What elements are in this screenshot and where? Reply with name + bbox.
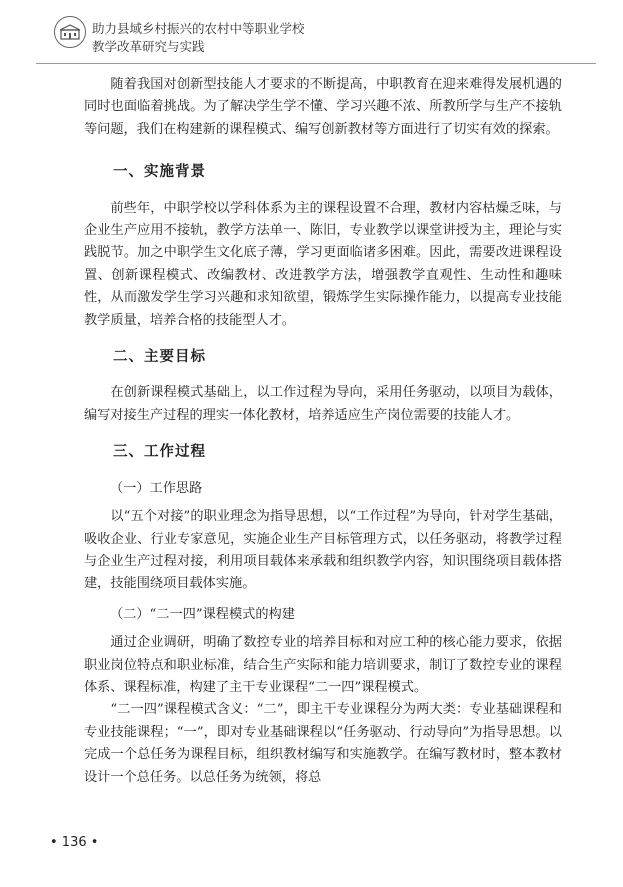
approach-paragraph: 以“五个对接”的职业理念为指导思想，以“工作过程”为导向，针对学生基础，吸收企业、行业专家意见，实施企业生产目标管理方式，以任务驱动，将教学过程与企业生产过程对接，利用项目载体来承载和组织教学内容，知识围绕项目载体搭建，技能围绕项目载体实施。 (84, 509, 562, 592)
subsection-heading-curriculum: （二）“二一四”课程模式的构建 (110, 606, 295, 622)
section-heading-goals: 二、主要目标 (113, 349, 206, 366)
book-title: 助力县域乡村振兴的农村中等职业学校 (92, 21, 305, 36)
background-paragraph: 前些年，中职学校以学科体系为主的课程设置不合理，教材内容枯燥乏味，与企业生产应用不接轨，教学方法单一、陈旧，专业教学以课堂讲授为主，理论与实践脱节。加之中职学生文化底子薄，学习更面临诸多困难。因此，需要改进课程设置、创新课程模式、改编教材、改进教学方法，增强教学直观性、生动性和趣味性，从而激发学生学习兴趣和求知欲望，锻炼学生实际操作能力，以提高专业技能教学质量，培养合格的技能型人才。 (84, 200, 562, 328)
curriculum-paragraph-2: “二一四”课程模式含义：“二”，即主干专业课程分为两大类：专业基础课程和专业技能课程；“一”，即对专业基础课程以“任务驱动、行动导向”为指导思想。以完成一个总任务为课程目标，组织教材编写和实施教学。在编写教材时，整本教材设计一个总任务。以总任务为统领，将总 (84, 702, 562, 785)
section-heading-background: 一、实施背景 (113, 164, 206, 181)
intro-paragraph: 随着我国对创新型技能人才要求的不断提高，中职教育在迎来难得发展机遇的同时也面临着挑战。为了解决学生学不懂、学习兴趣不浓、所教所学与生产不接轨等问题，我们在构建新的课程模式、编写创新教材等方面进行了切实有效的探索。 (84, 77, 562, 137)
page-number: • 136 • (50, 835, 99, 850)
curriculum-paragraph-1: 通过企业调研，明确了数控专业的培养目标和对应工种的核心能力要求，依据职业岗位特点和职业标准，结合生产实际和能力培训要求，制订了数控专业的课程体系、课程标准，构建了主干专业课程“二一四”课程模式。 (84, 635, 562, 695)
goals-paragraph: 在创新课程模式基础上，以工作过程为导向，采用任务驱动，以项目为载体，编写对接生产过程的理实一体化教材，培养适应生产岗位需要的技能人才。 (84, 385, 562, 423)
subsection-heading-approach: （一）工作思路 (110, 480, 203, 496)
school-logo-icon (54, 16, 86, 48)
section-heading-process: 三、工作过程 (113, 444, 206, 461)
header-rule (36, 63, 596, 64)
running-header (0, 0, 623, 62)
page-body (84, 74, 562, 789)
book-subtitle: 教学改革研究与实践 (92, 39, 205, 54)
